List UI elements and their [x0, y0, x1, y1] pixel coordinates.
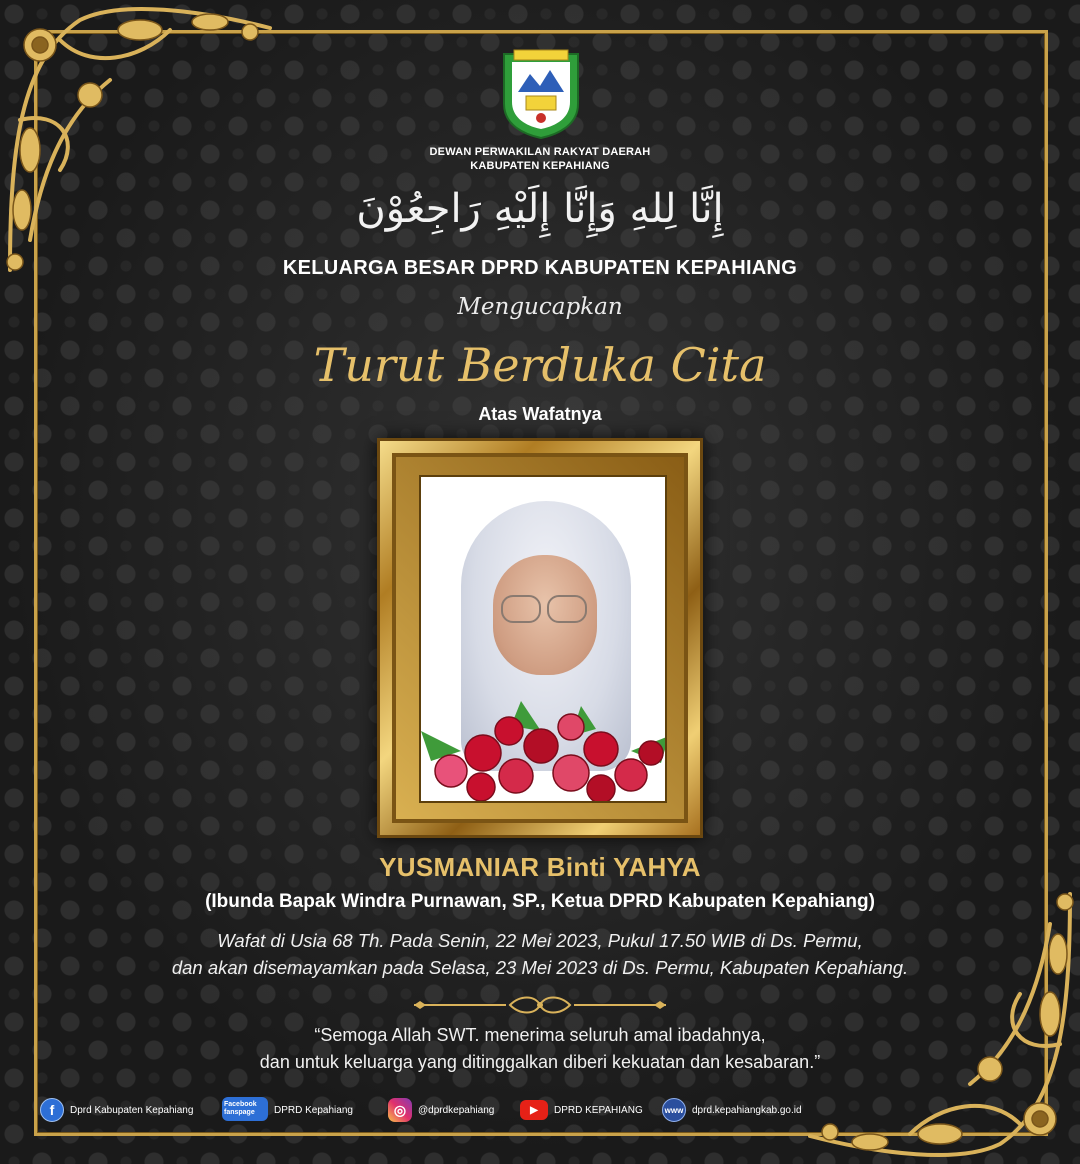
facebook-label: Dprd Kabupaten Kepahiang — [70, 1104, 194, 1116]
condolence-title: Turut Berduka Cita — [313, 338, 767, 392]
prayer-line-1: “Semoga Allah SWT. menerima seluruh amal ibadahnya, — [314, 1025, 766, 1045]
eyeglasses-right — [547, 595, 587, 623]
red-roses-bouquet — [421, 691, 667, 801]
deceased-name: YUSMANIAR Binti YAHYA — [379, 852, 701, 882]
deceased-portrait-photo — [419, 475, 667, 803]
gold-photo-frame — [377, 438, 703, 838]
instagram-icon: ◎ — [388, 1098, 412, 1122]
instagram-link[interactable] — [388, 1097, 494, 1123]
eyeglasses-left — [501, 595, 541, 623]
deceased-relation: (Ibunda Bapak Windra Purnawan, SP., Ketua DPRD Kabupaten Kepahiang) — [205, 891, 875, 912]
facebook-icon: f — [40, 1098, 64, 1122]
instagram-label: @dprdkepahiang — [418, 1104, 495, 1116]
youtube-icon: ▶ — [520, 1100, 548, 1120]
youtube-link[interactable] — [520, 1097, 643, 1123]
atas-wafatnya-text: Atas Wafatnya — [478, 404, 602, 424]
institution-line-2: KABUPATEN KEPAHIANG — [470, 160, 610, 172]
facebook-page-label: DPRD Kepahiang — [274, 1104, 353, 1116]
institution-line-1: DEWAN PERWAKILAN RAKYAT DAERAH — [429, 146, 651, 158]
facebook-link[interactable] — [40, 1097, 193, 1123]
death-info-line-1: Wafat di Usia 68 Th. Pada Senin, 22 Mei 2023, Pukul 17.50 WIB di Ds. Permu, — [217, 930, 863, 951]
facebook-fanspage-badge: Facebook fanspage — [222, 1097, 268, 1121]
youtube-label: DPRD KEPAHIANG — [554, 1104, 643, 1116]
gold-corner-ornament-bottom-right — [805, 884, 1080, 1164]
arabic-condolence-phrase: إِنَّا لِلهِ وَإِنَّا إِلَيْهِ رَاجِعُوْنَ — [356, 186, 724, 232]
mengucapkan-text: Mengucapkan — [457, 294, 623, 320]
death-info-line-2: dan akan disemayamkan pada Selasa, 23 Mei 2023 di Ds. Permu, Kabupaten Kepahiang. — [171, 957, 909, 978]
family-line: KELUARGA BESAR DPRD KABUPATEN KEPAHIANG — [282, 257, 798, 279]
website-icon: www — [662, 1098, 686, 1122]
kepahiang-regency-logo — [500, 48, 582, 140]
website-label: dprd.kepahiangkab.go.id — [692, 1104, 802, 1116]
gold-ornamental-divider — [410, 995, 670, 1015]
prayer-line-2: dan untuk keluarga yang ditinggalkan diberi kekuatan dan kesabaran.” — [259, 1052, 821, 1072]
website-link[interactable] — [662, 1097, 802, 1123]
facebook-fanspage-link[interactable] — [222, 1097, 353, 1123]
gold-corner-ornament-top-left — [0, 0, 275, 280]
